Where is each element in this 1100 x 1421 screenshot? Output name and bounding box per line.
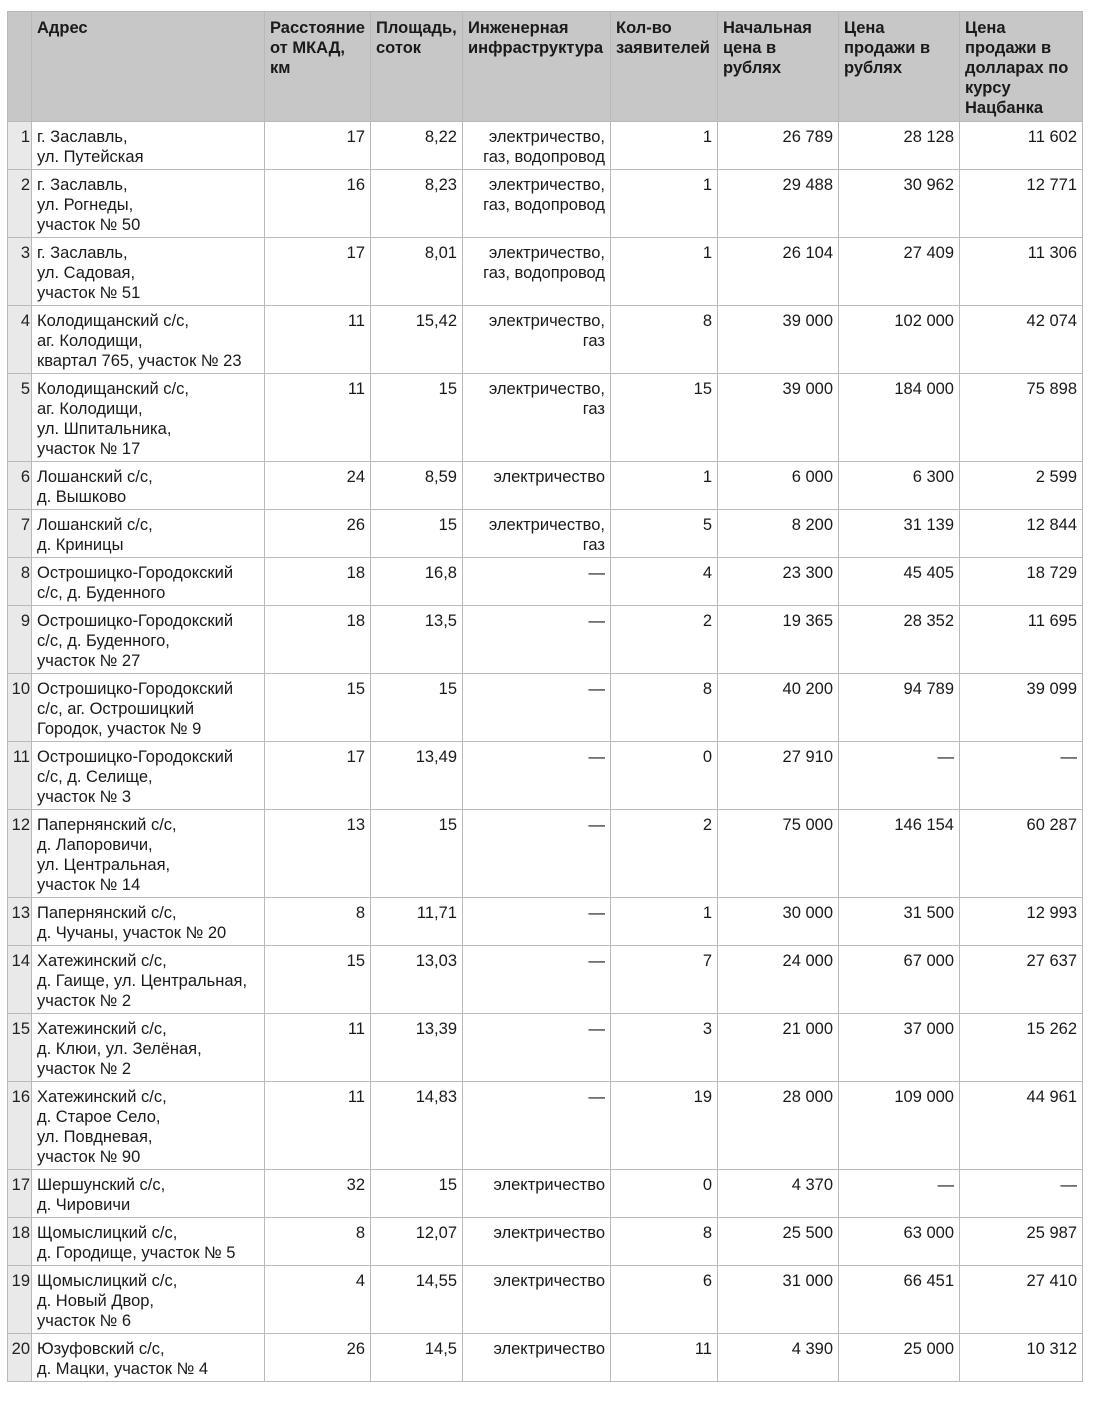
address-cell: г. Заславль, ул. Рогнеды, участок № 50 — [32, 170, 265, 238]
row-number-cell: 13 — [8, 898, 32, 946]
applicants-cell: 4 — [611, 558, 718, 606]
distance-cell: 17 — [265, 238, 371, 306]
address-cell: г. Заславль, ул. Путейская — [32, 122, 265, 170]
area-cell: 14,55 — [371, 1266, 463, 1334]
applicants-cell: 1 — [611, 238, 718, 306]
applicants-cell: 8 — [611, 306, 718, 374]
header-area: Площадь, соток — [371, 12, 463, 122]
row-number-cell: 6 — [8, 462, 32, 510]
address-cell: Щомыслицкий с/с, д. Городище, участок № 5 — [32, 1218, 265, 1266]
infrastructure-cell: электричество — [463, 462, 611, 510]
address-cell: Папернянский с/с, д. Лапоровичи, ул. Центральная, участок № 14 — [32, 810, 265, 898]
row-number-cell: 20 — [8, 1334, 32, 1382]
row-number-cell: 10 — [8, 674, 32, 742]
infrastructure-cell: электричество, газ — [463, 510, 611, 558]
distance-cell: 18 — [265, 606, 371, 674]
table-row — [8, 898, 1083, 946]
sale-price-rub-cell: 27 409 — [839, 238, 960, 306]
distance-cell: 18 — [265, 558, 371, 606]
applicants-cell: 2 — [611, 810, 718, 898]
address-cell: Хатежинский с/с, д. Гаище, ул. Центральная, участок № 2 — [32, 946, 265, 1014]
area-cell: 15,42 — [371, 306, 463, 374]
area-cell: 13,39 — [371, 1014, 463, 1082]
sale-price-usd-cell: 18 729 — [960, 558, 1083, 606]
applicants-cell: 6 — [611, 1266, 718, 1334]
address-cell: Шершунский с/с, д. Чировичи — [32, 1170, 265, 1218]
start-price-cell: 28 000 — [718, 1082, 839, 1170]
applicants-cell: 19 — [611, 1082, 718, 1170]
applicants-cell: 1 — [611, 462, 718, 510]
infrastructure-cell: — — [463, 742, 611, 810]
row-number-cell: 14 — [8, 946, 32, 1014]
header-sale-price-rub: Цена продажи в рублях — [839, 12, 960, 122]
header-row-number — [8, 12, 32, 122]
sale-price-rub-cell: 31 139 — [839, 510, 960, 558]
sale-price-rub-cell: 66 451 — [839, 1266, 960, 1334]
row-number-cell: 5 — [8, 374, 32, 462]
area-cell: 16,8 — [371, 558, 463, 606]
sale-price-rub-cell: 25 000 — [839, 1334, 960, 1382]
sale-price-usd-cell: 42 074 — [960, 306, 1083, 374]
distance-cell: 15 — [265, 946, 371, 1014]
address-cell: Щомыслицкий с/с, д. Новый Двор, участок № 6 — [32, 1266, 265, 1334]
table-row — [8, 1334, 1083, 1382]
sale-price-rub-cell: 6 300 — [839, 462, 960, 510]
sale-price-usd-cell: 60 287 — [960, 810, 1083, 898]
area-cell: 15 — [371, 810, 463, 898]
sale-price-usd-cell: 39 099 — [960, 674, 1083, 742]
table-row — [8, 1082, 1083, 1170]
sale-price-rub-cell: — — [839, 1170, 960, 1218]
sale-price-rub-cell: 28 128 — [839, 122, 960, 170]
applicants-cell: 1 — [611, 898, 718, 946]
table-row — [8, 238, 1083, 306]
sale-price-usd-cell: — — [960, 1170, 1083, 1218]
distance-cell: 11 — [265, 1014, 371, 1082]
address-cell: г. Заславль, ул. Садовая, участок № 51 — [32, 238, 265, 306]
sale-price-rub-cell: 31 500 — [839, 898, 960, 946]
start-price-cell: 30 000 — [718, 898, 839, 946]
distance-cell: 26 — [265, 510, 371, 558]
area-cell: 15 — [371, 1170, 463, 1218]
address-cell: Острошицко-Городокский с/с, д. Буденного — [32, 558, 265, 606]
start-price-cell: 24 000 — [718, 946, 839, 1014]
distance-cell: 11 — [265, 306, 371, 374]
header-infrastructure: Инженерная инфраструктура — [463, 12, 611, 122]
sale-price-rub-cell: 67 000 — [839, 946, 960, 1014]
sale-price-rub-cell: 109 000 — [839, 1082, 960, 1170]
infrastructure-cell: — — [463, 810, 611, 898]
table-row — [8, 606, 1083, 674]
table-row — [8, 462, 1083, 510]
sale-price-rub-cell: 102 000 — [839, 306, 960, 374]
start-price-cell: 8 200 — [718, 510, 839, 558]
table-row — [8, 510, 1083, 558]
applicants-cell: 2 — [611, 606, 718, 674]
table-row — [8, 1170, 1083, 1218]
distance-cell: 17 — [265, 122, 371, 170]
infrastructure-cell: электричество — [463, 1334, 611, 1382]
area-cell: 15 — [371, 674, 463, 742]
sale-price-usd-cell: 11 602 — [960, 122, 1083, 170]
table-row — [8, 306, 1083, 374]
applicants-cell: 1 — [611, 170, 718, 238]
start-price-cell: 6 000 — [718, 462, 839, 510]
applicants-cell: 0 — [611, 742, 718, 810]
start-price-cell: 27 910 — [718, 742, 839, 810]
sale-price-usd-cell: 27 410 — [960, 1266, 1083, 1334]
row-number-cell: 17 — [8, 1170, 32, 1218]
start-price-cell: 26 104 — [718, 238, 839, 306]
start-price-cell: 23 300 — [718, 558, 839, 606]
area-cell: 8,23 — [371, 170, 463, 238]
table-row — [8, 170, 1083, 238]
distance-cell: 17 — [265, 742, 371, 810]
address-cell: Папернянский с/с, д. Чучаны, участок № 20 — [32, 898, 265, 946]
land-plots-table — [7, 11, 1083, 1382]
row-number-cell: 4 — [8, 306, 32, 374]
infrastructure-cell: электричество — [463, 1170, 611, 1218]
header-row — [8, 12, 1083, 122]
infrastructure-cell: — — [463, 946, 611, 1014]
distance-cell: 11 — [265, 1082, 371, 1170]
start-price-cell: 31 000 — [718, 1266, 839, 1334]
table-row — [8, 946, 1083, 1014]
infrastructure-cell: — — [463, 1082, 611, 1170]
address-cell: Юзуфовский с/с, д. Мацки, участок № 4 — [32, 1334, 265, 1382]
address-cell: Хатежинский с/с, д. Старое Село, ул. Повдневая, участок № 90 — [32, 1082, 265, 1170]
sale-price-rub-cell: 184 000 — [839, 374, 960, 462]
area-cell: 13,5 — [371, 606, 463, 674]
sale-price-usd-cell: 44 961 — [960, 1082, 1083, 1170]
area-cell: 15 — [371, 510, 463, 558]
area-cell: 8,01 — [371, 238, 463, 306]
sale-price-usd-cell: 15 262 — [960, 1014, 1083, 1082]
table-row — [8, 1218, 1083, 1266]
infrastructure-cell: — — [463, 558, 611, 606]
header-start-price: Начальная цена в рублях — [718, 12, 839, 122]
infrastructure-cell: — — [463, 606, 611, 674]
applicants-cell: 15 — [611, 374, 718, 462]
sale-price-rub-cell: 146 154 — [839, 810, 960, 898]
applicants-cell: 8 — [611, 1218, 718, 1266]
row-number-cell: 12 — [8, 810, 32, 898]
infrastructure-cell: — — [463, 674, 611, 742]
sale-price-usd-cell: 12 993 — [960, 898, 1083, 946]
table-row — [8, 1014, 1083, 1082]
area-cell: 14,83 — [371, 1082, 463, 1170]
distance-cell: 8 — [265, 898, 371, 946]
row-number-cell: 11 — [8, 742, 32, 810]
sale-price-usd-cell: 11 695 — [960, 606, 1083, 674]
sale-price-rub-cell: 30 962 — [839, 170, 960, 238]
address-cell: Острошицко-Городокский с/с, д. Селище, участок № 3 — [32, 742, 265, 810]
header-sale-price-usd: Цена продажи в долларах по курсу Нацбанка — [960, 12, 1083, 122]
header-distance: Расстояние от МКАД, км — [265, 12, 371, 122]
area-cell: 8,22 — [371, 122, 463, 170]
applicants-cell: 8 — [611, 674, 718, 742]
sale-price-usd-cell: 11 306 — [960, 238, 1083, 306]
address-cell: Колодищанский с/с, аг. Колодищи, ул. Шпитальника, участок № 17 — [32, 374, 265, 462]
table-row — [8, 1266, 1083, 1334]
area-cell: 12,07 — [371, 1218, 463, 1266]
table-header — [8, 12, 1083, 122]
row-number-cell: 3 — [8, 238, 32, 306]
start-price-cell: 29 488 — [718, 170, 839, 238]
start-price-cell: 75 000 — [718, 810, 839, 898]
distance-cell: 16 — [265, 170, 371, 238]
distance-cell: 32 — [265, 1170, 371, 1218]
sale-price-rub-cell: — — [839, 742, 960, 810]
applicants-cell: 0 — [611, 1170, 718, 1218]
sale-price-usd-cell: 12 844 — [960, 510, 1083, 558]
start-price-cell: 4 370 — [718, 1170, 839, 1218]
start-price-cell: 21 000 — [718, 1014, 839, 1082]
start-price-cell: 19 365 — [718, 606, 839, 674]
address-cell: Острошицко-Городокский с/с, аг. Острошицкий Городок, участок № 9 — [32, 674, 265, 742]
infrastructure-cell: — — [463, 898, 611, 946]
sale-price-rub-cell: 28 352 — [839, 606, 960, 674]
row-number-cell: 8 — [8, 558, 32, 606]
applicants-cell: 7 — [611, 946, 718, 1014]
table-row — [8, 674, 1083, 742]
area-cell: 11,71 — [371, 898, 463, 946]
header-address: Адрес — [32, 12, 265, 122]
distance-cell: 26 — [265, 1334, 371, 1382]
applicants-cell: 5 — [611, 510, 718, 558]
area-cell: 8,59 — [371, 462, 463, 510]
infrastructure-cell: электричество — [463, 1266, 611, 1334]
start-price-cell: 39 000 — [718, 374, 839, 462]
address-cell: Лошанский с/с, д. Вышково — [32, 462, 265, 510]
row-number-cell: 2 — [8, 170, 32, 238]
row-number-cell: 16 — [8, 1082, 32, 1170]
distance-cell: 4 — [265, 1266, 371, 1334]
address-cell: Колодищанский с/с, аг. Колодищи, квартал 765, участок № 23 — [32, 306, 265, 374]
address-cell: Острошицко-Городокский с/с, д. Буденного, участок № 27 — [32, 606, 265, 674]
row-number-cell: 19 — [8, 1266, 32, 1334]
infrastructure-cell: электричество, газ — [463, 306, 611, 374]
row-number-cell: 15 — [8, 1014, 32, 1082]
sale-price-rub-cell: 45 405 — [839, 558, 960, 606]
address-cell: Лошанский с/с, д. Криницы — [32, 510, 265, 558]
distance-cell: 15 — [265, 674, 371, 742]
applicants-cell: 11 — [611, 1334, 718, 1382]
distance-cell: 11 — [265, 374, 371, 462]
sale-price-usd-cell: 12 771 — [960, 170, 1083, 238]
infrastructure-cell: электричество, газ, водопровод — [463, 122, 611, 170]
sale-price-usd-cell: 10 312 — [960, 1334, 1083, 1382]
sale-price-rub-cell: 63 000 — [839, 1218, 960, 1266]
table-row — [8, 122, 1083, 170]
applicants-cell: 3 — [611, 1014, 718, 1082]
sale-price-rub-cell: 94 789 — [839, 674, 960, 742]
area-cell: 13,49 — [371, 742, 463, 810]
address-cell: Хатежинский с/с, д. Клюи, ул. Зелёная, участок № 2 — [32, 1014, 265, 1082]
sale-price-usd-cell: 2 599 — [960, 462, 1083, 510]
table-row — [8, 374, 1083, 462]
area-cell: 14,5 — [371, 1334, 463, 1382]
sale-price-usd-cell: 75 898 — [960, 374, 1083, 462]
row-number-cell: 1 — [8, 122, 32, 170]
infrastructure-cell: — — [463, 1014, 611, 1082]
applicants-cell: 1 — [611, 122, 718, 170]
infrastructure-cell: электричество, газ, водопровод — [463, 170, 611, 238]
start-price-cell: 40 200 — [718, 674, 839, 742]
sale-price-rub-cell: 37 000 — [839, 1014, 960, 1082]
sale-price-usd-cell: — — [960, 742, 1083, 810]
table-row — [8, 742, 1083, 810]
infrastructure-cell: электричество — [463, 1218, 611, 1266]
row-number-cell: 9 — [8, 606, 32, 674]
header-applicants: Кол-во заявителей — [611, 12, 718, 122]
sale-price-usd-cell: 25 987 — [960, 1218, 1083, 1266]
start-price-cell: 4 390 — [718, 1334, 839, 1382]
row-number-cell: 18 — [8, 1218, 32, 1266]
table-body — [8, 122, 1083, 1382]
infrastructure-cell: электричество, газ, водопровод — [463, 238, 611, 306]
table-row — [8, 558, 1083, 606]
distance-cell: 24 — [265, 462, 371, 510]
start-price-cell: 26 789 — [718, 122, 839, 170]
sale-price-usd-cell: 27 637 — [960, 946, 1083, 1014]
row-number-cell: 7 — [8, 510, 32, 558]
infrastructure-cell: электричество, газ — [463, 374, 611, 462]
area-cell: 15 — [371, 374, 463, 462]
area-cell: 13,03 — [371, 946, 463, 1014]
table-row — [8, 810, 1083, 898]
start-price-cell: 39 000 — [718, 306, 839, 374]
distance-cell: 13 — [265, 810, 371, 898]
start-price-cell: 25 500 — [718, 1218, 839, 1266]
distance-cell: 8 — [265, 1218, 371, 1266]
